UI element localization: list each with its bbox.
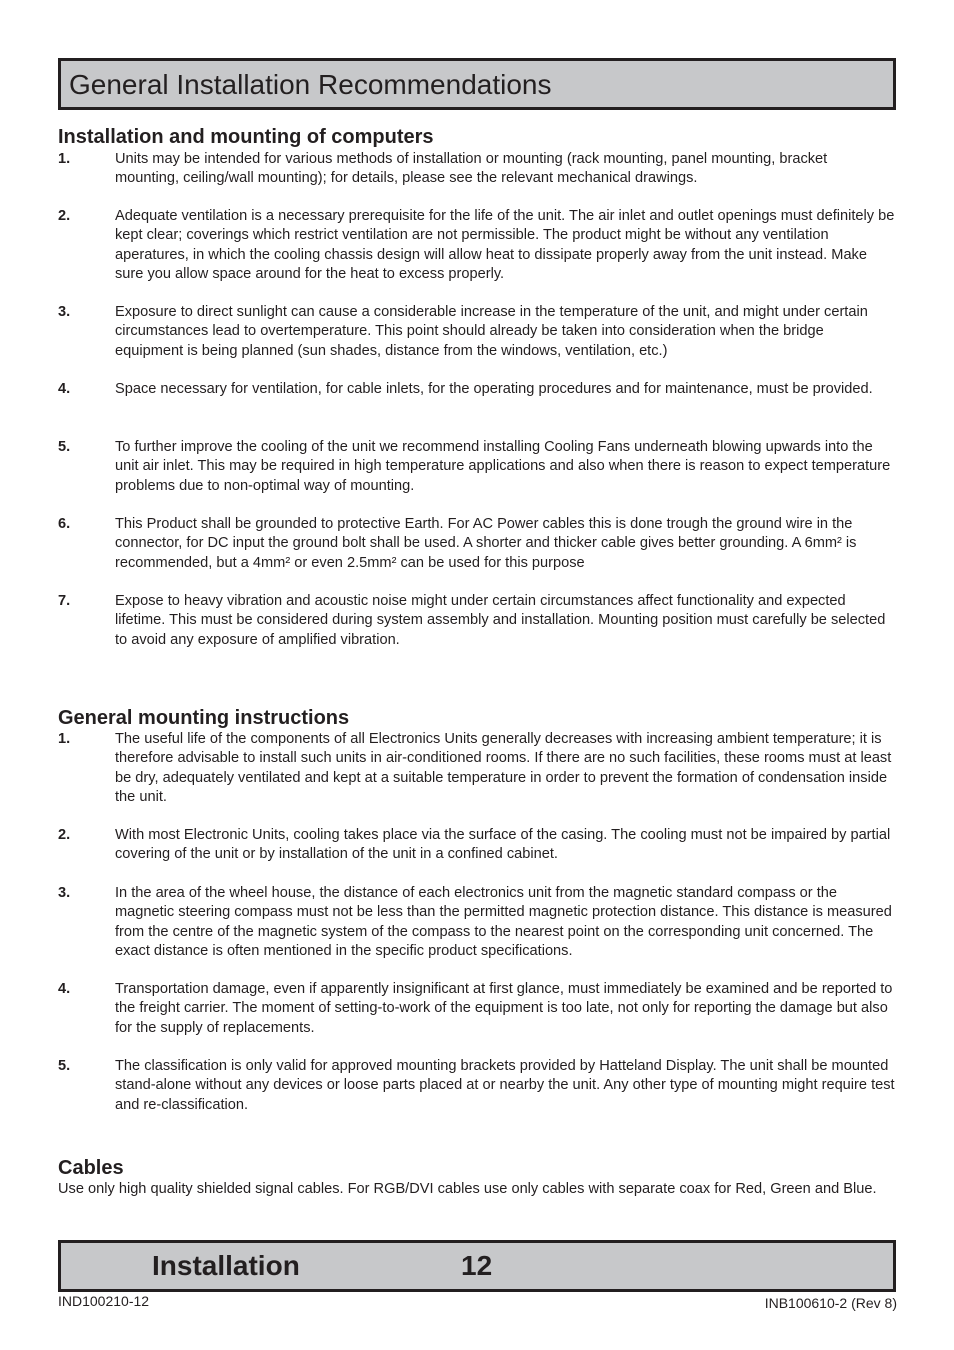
- list-item-text: The classification is only valid for approved mounting brackets provided by Hatteland Display. The unit shall be mounted stand-alone without any devices or loose parts placed at or nearby the unit. Any other type of mounting might require test and re-classification.: [115, 1058, 895, 1113]
- footer-bar: [58, 1240, 896, 1292]
- list-item-text: Adequate ventilation is a necessary prerequisite for the life of the unit. The air inlet and outlet openings must definitely be kept clear; coverings which restrict ventilation are not permissible. The product might be without any ventilation aperatures, in which the cooling chassis design will allow heat to dissipate properly away from the unit instead. Make sure you allow space around for the heat to excess properly.: [115, 208, 895, 283]
- list-item-number: 4.: [58, 381, 71, 397]
- list-item-text: To further improve the cooling of the unit we recommend installing Cooling Fans underneath blowing upwards into the unit air inlet. This may be required in high temperature applications and also when there is reason to expect temperature problems due to non-optimal way of mounting.: [115, 439, 891, 494]
- list-item-number: 2.: [58, 827, 71, 843]
- list-item-number: 4.: [58, 981, 71, 997]
- document-code-left: IND100210-12: [58, 1293, 150, 1309]
- list-item-text: The useful life of the components of all Electronics Units generally decreases with increasing ambient temperature; it is therefore advisable to install such units in air-conditioned rooms. If there are no such facilities, these rooms must at least be dry, adequately ventilated and kept at a suitable temperature in order to prevent the formation of condensation inside the unit.: [115, 731, 892, 806]
- document-code-right: INB100610-2 (Rev 8): [764, 1295, 897, 1311]
- list-item-number: 5.: [58, 1058, 71, 1074]
- footer-page-number: 12: [461, 1250, 493, 1281]
- list-item-number: 1.: [58, 151, 71, 167]
- section-heading-installation: Installation and mounting of computers: [58, 126, 434, 148]
- cables-paragraph: Use only high quality shielded signal cables. For RGB/DVI cables use only cables with separate coax for Red, Green and Blue.: [58, 1181, 877, 1197]
- list-item-number: 3.: [58, 304, 71, 320]
- footer-section-title: Installation: [152, 1250, 300, 1281]
- list-item-number: 7.: [58, 593, 71, 609]
- section-heading-cables: Cables: [58, 1157, 124, 1179]
- page-title-bar: [58, 58, 896, 110]
- list-item-number: 2.: [58, 208, 71, 224]
- list-item-text: Transportation damage, even if apparently insignificant at first glance, must immediately be examined and be reported to the freight carrier. The moment of setting-to-work of the equipment is too late, not only for reporting the damage but also for the supply of replacements.: [115, 981, 893, 1036]
- list-item-text: With most Electronic Units, cooling takes place via the surface of the casing. The cooling must not be impaired by partial covering of the unit or by installation of the unit in a confined cabinet.: [115, 827, 891, 863]
- list-item-text: Expose to heavy vibration and acoustic noise might under certain circumstances affect functionality and expected lifetime. This must be considered during system assembly and installation. Mounting position must carefully be selected to avoid any exposure of amplified vibration.: [115, 593, 886, 648]
- list-item-number: 6.: [58, 516, 71, 532]
- list-item-number: 3.: [58, 885, 71, 901]
- list-item-text: In the area of the wheel house, the distance of each electronics unit from the magnetic standard compass or the magnetic steering compass must not be less than the permitted magnetic protection distance. This distance is measured from the centre of the magnetic system of the compass to the nearest point on the corresponding unit concerned. The exact distance is often mentioned in the specific product specifications.: [115, 885, 892, 960]
- page-title: General Installation Recommendations: [69, 69, 552, 100]
- list-item-text: This Product shall be grounded to protective Earth. For AC Power cables this is done trough the ground wire in the connector, for DC input the ground bolt shall be used. A shorter and thicker cable gives better grounding. A 6mm² is recommended, but a 4mm² or even 2.5mm² can be used for this purpose: [115, 516, 857, 571]
- list-item-number: 1.: [58, 731, 71, 747]
- list-item-number: 5.: [58, 439, 71, 455]
- list-item-text: Space necessary for ventilation, for cable inlets, for the operating procedures and for maintenance, must be provided.: [115, 381, 873, 397]
- list-item-text: Units may be intended for various methods of installation or mounting (rack mounting, panel mounting, bracket mounting, ceiling/wall mounting); for details, please see the relevant mechanical drawings.: [115, 151, 828, 187]
- section-heading-mounting: General mounting instructions: [58, 707, 350, 729]
- list-item-text: Exposure to direct sunlight can cause a considerable increase in the temperature of the unit, and might under certain circumstances lead to overtemperature. This point should already be taken into consideration when the bridge equipment is being planned (sun shades, distance from the windows, ventilation, etc.): [115, 304, 868, 359]
